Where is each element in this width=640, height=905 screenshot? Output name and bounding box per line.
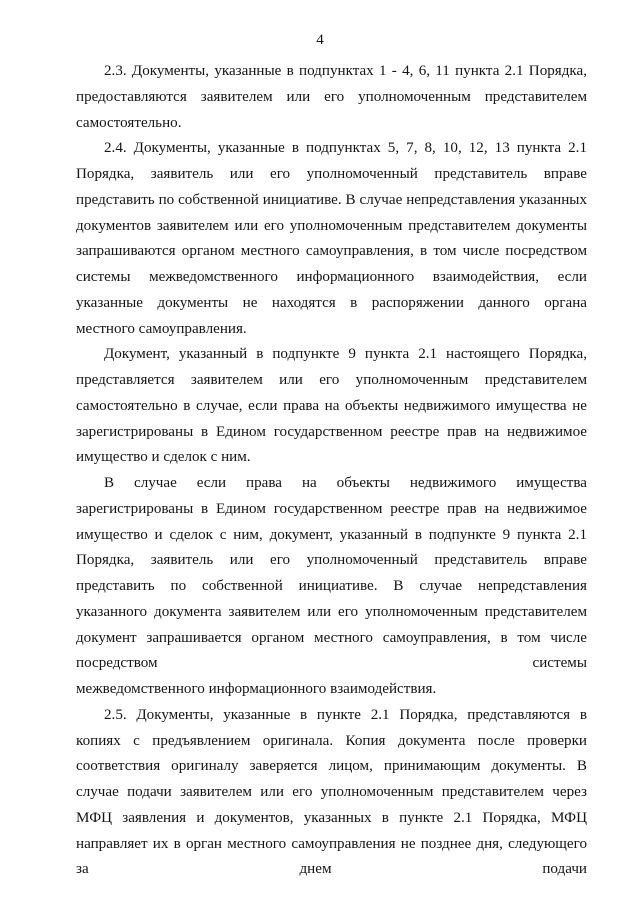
paragraph-text: В случае если права на объекты недвижимого имущества зарегистрированы в Едином государственном реестре прав на недвижимое имущество и сделок с ним, документ, указанный в подпункте 9 пункта 2.1 Порядка, заявитель или его уполномоченный представитель вправе представить по собственной инициативе. В случае непредставления указанного документа заявителем или его уполномоченным представителем документ запрашивается органом местного самоуправления, в том числе посредством системы (76, 475, 587, 672)
paragraph-registered-rights (76, 471, 587, 703)
paragraph-last-line: местного самоуправления. (76, 320, 247, 337)
paragraph-document-9 (76, 342, 587, 471)
paragraph-text: Документ, указанный в подпункте 9 пункта 2.1 настоящего Порядка, представляется заявителем или его уполномоченным представителем самостоятельно в случае, если права на объекты недвижимого имущества не зарегистрированы в Едином государственном реестре прав на недвижимое (76, 346, 587, 440)
paragraph-text: 2.5. Документы, указанные в пункте 2.1 Порядка, представляются в копиях с предъявлением оригинала. Копия документа после проверки соответствия оригиналу заверяется лицом, принимающим документы. В случае подачи заявителем или его уполномоченным представителем через МФЦ заявления и документов, указанных в пункте 2.1 Порядка, МФЦ направляет их в орган местного самоуправления не позднее дня, следующего за днем подачи (76, 706, 587, 878)
paragraph-2-5 (76, 703, 587, 883)
document-body (76, 59, 587, 883)
paragraph-last-line: имущество и сделок с ним. (76, 449, 251, 466)
paragraph-last-line: межведомственного информационного взаимодействия. (76, 681, 437, 697)
paragraph-2-3 (76, 59, 587, 136)
paragraph-last-line: самостоятельно. (76, 114, 182, 131)
paragraph-text: 2.3. Документы, указанные в подпунктах 1 - 4, 6, 11 пункта 2.1 Порядка, предоставляются заявителем или его уполномоченным представителем (76, 63, 587, 105)
paragraph-text: 2.4. Документы, указанные в подпунктах 5, 7, 8, 10, 12, 13 пункта 2.1 Порядка, заявитель или его уполномоченный представитель вправе представить по собственной инициативе. В случае непредставления указанных документов заявителем или его уполномоченным представителем документы запрашиваются органом местного самоуправления, в том числе посредством системы межведомственного информационного взаимодействия, если указанные документы не находятся в распоряжении данного органа (76, 140, 587, 311)
paragraph-2-4 (76, 136, 587, 342)
page-number: 4 (316, 32, 324, 48)
